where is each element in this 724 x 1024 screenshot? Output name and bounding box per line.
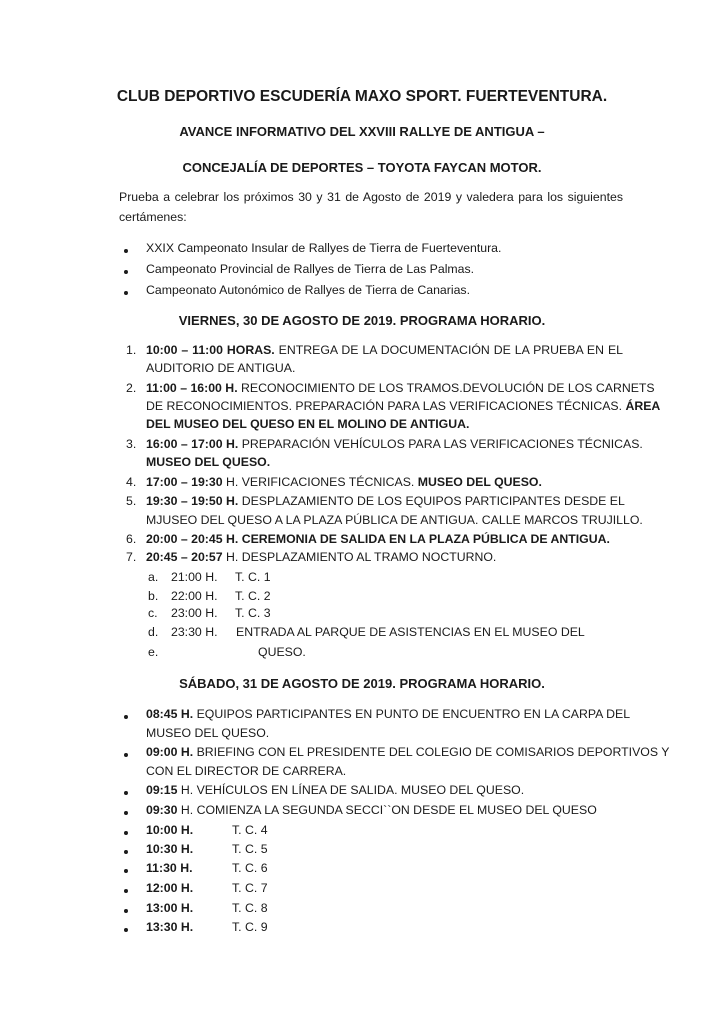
saturday-stage: T. C. 8 xyxy=(232,901,268,915)
saturday-item: 09:15 H. VEHÍCULOS EN LÍNEA DE SALIDA. MUSEO DEL QUESO. xyxy=(146,783,525,797)
saturday-heading: SÁBADO, 31 DE AGOSTO DE 2019. PROGRAMA HORARIO. xyxy=(179,676,545,691)
subitem-time: 23:30 H. xyxy=(171,625,218,639)
bullet xyxy=(124,869,128,873)
saturday-item: 08:45 H. EQUIPOS PARTICIPANTES EN PUNTO DE ENCUENTRO EN LA CARPA DEL xyxy=(146,707,631,721)
championship-item: XXIX Campeonato Insular de Rallyes de Tierra de Fuerteventura. xyxy=(146,241,502,255)
subitem-letter: b. xyxy=(148,589,159,603)
item-number: 6. xyxy=(126,532,137,546)
friday-item-3: 16:00 – 17:00 H. PREPARACIÓN VEHÍCULOS PARA LAS VERIFICACIONES TÉCNICAS. xyxy=(146,437,643,451)
saturday-stage: T. C. 9 xyxy=(232,920,268,934)
bullet xyxy=(124,270,128,274)
saturday-time: 10:30 H. xyxy=(146,842,194,856)
subitem-text: T. C. 1 xyxy=(235,570,271,584)
subitem-time: 23:00 H. xyxy=(171,606,218,620)
saturday-time: 10:00 H. xyxy=(146,823,194,837)
saturday-time: 13:30 H. xyxy=(146,920,194,934)
intro-line-2: certámenes: xyxy=(119,210,187,224)
bullet xyxy=(124,850,128,854)
document-title: CLUB DEPORTIVO ESCUDERÍA MAXO SPORT. FUERTEVENTURA. xyxy=(116,88,608,105)
subitem-text: T. C. 3 xyxy=(235,606,271,620)
championship-item: Campeonato Provincial de Rallyes de Tierra de Las Palmas. xyxy=(146,262,475,276)
bullet xyxy=(124,889,128,893)
subitem-letter: c. xyxy=(148,606,158,620)
item-number: 1. xyxy=(126,343,137,357)
saturday-item: 09:00 H. BRIEFING CON EL PRESIDENTE DEL COLEGIO DE COMISARIOS DEPORTIVOS Y xyxy=(146,745,670,759)
friday-heading: VIERNES, 30 DE AGOSTO DE 2019. PROGRAMA HORARIO. xyxy=(178,313,546,328)
subitem-letter: a. xyxy=(148,570,159,584)
bullet xyxy=(124,811,128,815)
subitem-letter: d. xyxy=(148,625,159,639)
friday-item-2-cont: DEL MUSEO DEL QUESO EN EL MOLINO DE ANTIGUA. xyxy=(146,417,470,431)
bullet xyxy=(124,909,128,913)
subtitle-rallye: AVANCE INFORMATIVO DEL XXVIII RALLYE DE ANTIGUA – xyxy=(179,124,545,139)
friday-item-6: 20:00 – 20:45 H. CEREMONIA DE SALIDA EN LA PLAZA PÚBLICA DE ANTIGUA. xyxy=(146,532,610,546)
championship-item: Campeonato Autonómico de Rallyes de Tierra de Canarias. xyxy=(146,283,470,297)
friday-item-2-cont: DE RECONOCIMIENTOS. PREPARACIÓN PARA LAS VERIFICACIONES TÉCNICAS. ÁREA xyxy=(146,399,661,413)
bullet xyxy=(124,291,128,295)
item-number: 3. xyxy=(126,437,137,451)
saturday-item: 09:30 H. COMIENZA LA SEGUNDA SECCI``ON DESDE EL MUSEO DEL QUESO xyxy=(146,803,597,817)
friday-item-1: 10:00 – 11:00 HORAS. ENTREGA DE LA DOCUMENTACIÓN DE LA PRUEBA EN EL xyxy=(146,343,623,357)
bullet xyxy=(124,715,128,719)
friday-item-7: 20:45 – 20:57 H. DESPLAZAMIENTO AL TRAMO NOCTURNO. xyxy=(146,550,497,564)
bullet xyxy=(124,831,128,835)
friday-item-2: 11:00 – 16:00 H. RECONOCIMIENTO DE LOS TRAMOS.DEVOLUCIÓN DE LOS CARNETS xyxy=(146,381,655,395)
friday-item-5-cont: MJUSEO DEL QUESO A LA PLAZA PÚBLICA DE ANTIGUA. CALLE MARCOS TRUJILLO. xyxy=(146,513,643,527)
friday-item-5: 19:30 – 19:50 H. DESPLAZAMIENTO DE LOS EQUIPOS PARTICIPANTES DESDE EL xyxy=(146,494,625,508)
subtitle-sponsors: CONCEJALÍA DE DEPORTES – TOYOTA FAYCAN MOTOR. xyxy=(182,160,542,175)
friday-item-3-cont: MUSEO DEL QUESO. xyxy=(146,455,271,469)
saturday-time: 13:00 H. xyxy=(146,901,194,915)
friday-item-1-cont: AUDITORIO DE ANTIGUA. xyxy=(146,361,296,375)
bullet xyxy=(124,791,128,795)
saturday-time: 11:30 H. xyxy=(146,861,193,875)
saturday-stage: T. C. 6 xyxy=(232,861,268,875)
item-number: 5. xyxy=(126,494,137,508)
bullet xyxy=(124,928,128,932)
item-number: 4. xyxy=(126,475,137,489)
subitem-time: 22:00 H. xyxy=(171,589,218,603)
bullet xyxy=(124,249,128,253)
saturday-stage: T. C. 5 xyxy=(232,842,268,856)
saturday-time: 12:00 H. xyxy=(146,881,194,895)
saturday-item-cont: CON EL DIRECTOR DE CARRERA. xyxy=(146,764,347,778)
item-number: 7. xyxy=(126,550,137,564)
friday-item-4: 17:00 – 19:30 H. VERIFICACIONES TÉCNICAS. MUSEO DEL QUESO. xyxy=(146,475,542,489)
item-number: 2. xyxy=(126,381,137,395)
subitem-text: T. C. 2 xyxy=(235,589,271,603)
subitem-letter: e. xyxy=(148,645,159,659)
saturday-item-cont: MUSEO DEL QUESO. xyxy=(146,726,270,740)
saturday-stage: T. C. 4 xyxy=(232,823,268,837)
bullet xyxy=(124,753,128,757)
saturday-stage: T. C. 7 xyxy=(232,881,268,895)
intro-line-1: Prueba a celebrar los próximos 30 y 31 de Agosto de 2019 y valedera para los siguientes xyxy=(119,190,623,204)
subitem-text: QUESO. xyxy=(258,645,306,659)
subitem-time: 21:00 H. xyxy=(171,570,218,584)
subitem-text: ENTRADA AL PARQUE DE ASISTENCIAS EN EL MUSEO DEL xyxy=(236,625,585,639)
